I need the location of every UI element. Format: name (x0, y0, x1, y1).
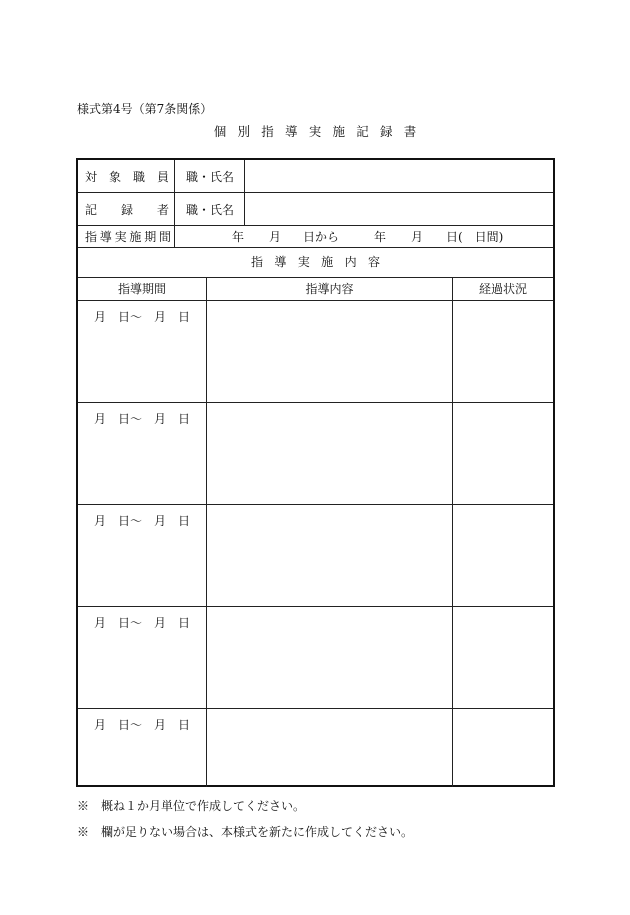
entry-period: 月 日～ 月 日 (94, 412, 191, 426)
row-divider (78, 300, 553, 301)
entry-period: 月 日～ 月 日 (94, 718, 191, 732)
entry-period: 月 日～ 月 日 (94, 514, 191, 528)
column-divider (244, 160, 245, 225)
column-divider (452, 277, 453, 787)
row-divider (78, 504, 553, 505)
row-divider (78, 708, 553, 709)
row-divider (78, 277, 553, 278)
entry-period: 月 日～ 月 日 (94, 310, 191, 324)
label-char: 記 (85, 203, 98, 217)
period-end-year: 年 (374, 230, 387, 244)
period-start-month: 月 (269, 230, 282, 244)
column-header-status: 経過状況 (478, 282, 527, 296)
form-number: 様式第4号（第7条関係） (77, 102, 213, 116)
label-char: 象 (108, 170, 121, 184)
column-header-period: 指導期間 (117, 282, 166, 296)
label-char: 施 (129, 230, 142, 244)
label-char: 期 (144, 230, 157, 244)
column-header-content: 指導内容 (305, 282, 354, 296)
period-end-day-count: 日( 日間) (446, 230, 504, 244)
label-char: 録 (120, 203, 133, 217)
document-title: 個別指導実施記録書 (213, 124, 428, 139)
label-char: 員 (156, 170, 169, 184)
column-divider (206, 277, 207, 787)
period-end-month: 月 (411, 230, 424, 244)
label-char: 間 (158, 230, 171, 244)
period-start-day: 日から (303, 230, 340, 244)
label-char: 職 (132, 170, 145, 184)
column-divider (174, 160, 175, 247)
label-char: 対 (85, 170, 98, 184)
target-staff-position-name-label: 職・氏名 (186, 170, 235, 184)
target-staff-name-field[interactable] (250, 164, 548, 188)
label-char: 実 (114, 230, 127, 244)
row-divider (78, 606, 553, 607)
recorder-label (85, 203, 169, 217)
target-staff-label (85, 170, 169, 184)
label-char: 者 (156, 203, 169, 217)
row-divider (78, 247, 553, 248)
period-start-year: 年 (232, 230, 245, 244)
section-title: 指導実施内容 (250, 255, 392, 269)
row-divider (78, 225, 553, 226)
label-char: 導 (99, 230, 112, 244)
recorder-name-field[interactable] (250, 197, 548, 221)
recorder-position-name-label: 職・氏名 (186, 203, 235, 217)
record-table (76, 158, 555, 787)
guidance-period-label (85, 230, 171, 244)
entry-period: 月 日～ 月 日 (94, 616, 191, 630)
row-divider (78, 402, 553, 403)
label-char: 指 (85, 230, 98, 244)
note-extra-sheet: ※ 欄が足りない場合は、本様式を新たに作成してください。 (77, 825, 414, 839)
note-monthly: ※ 概ね１か月単位で作成してください。 (77, 799, 306, 813)
row-divider (78, 192, 553, 193)
